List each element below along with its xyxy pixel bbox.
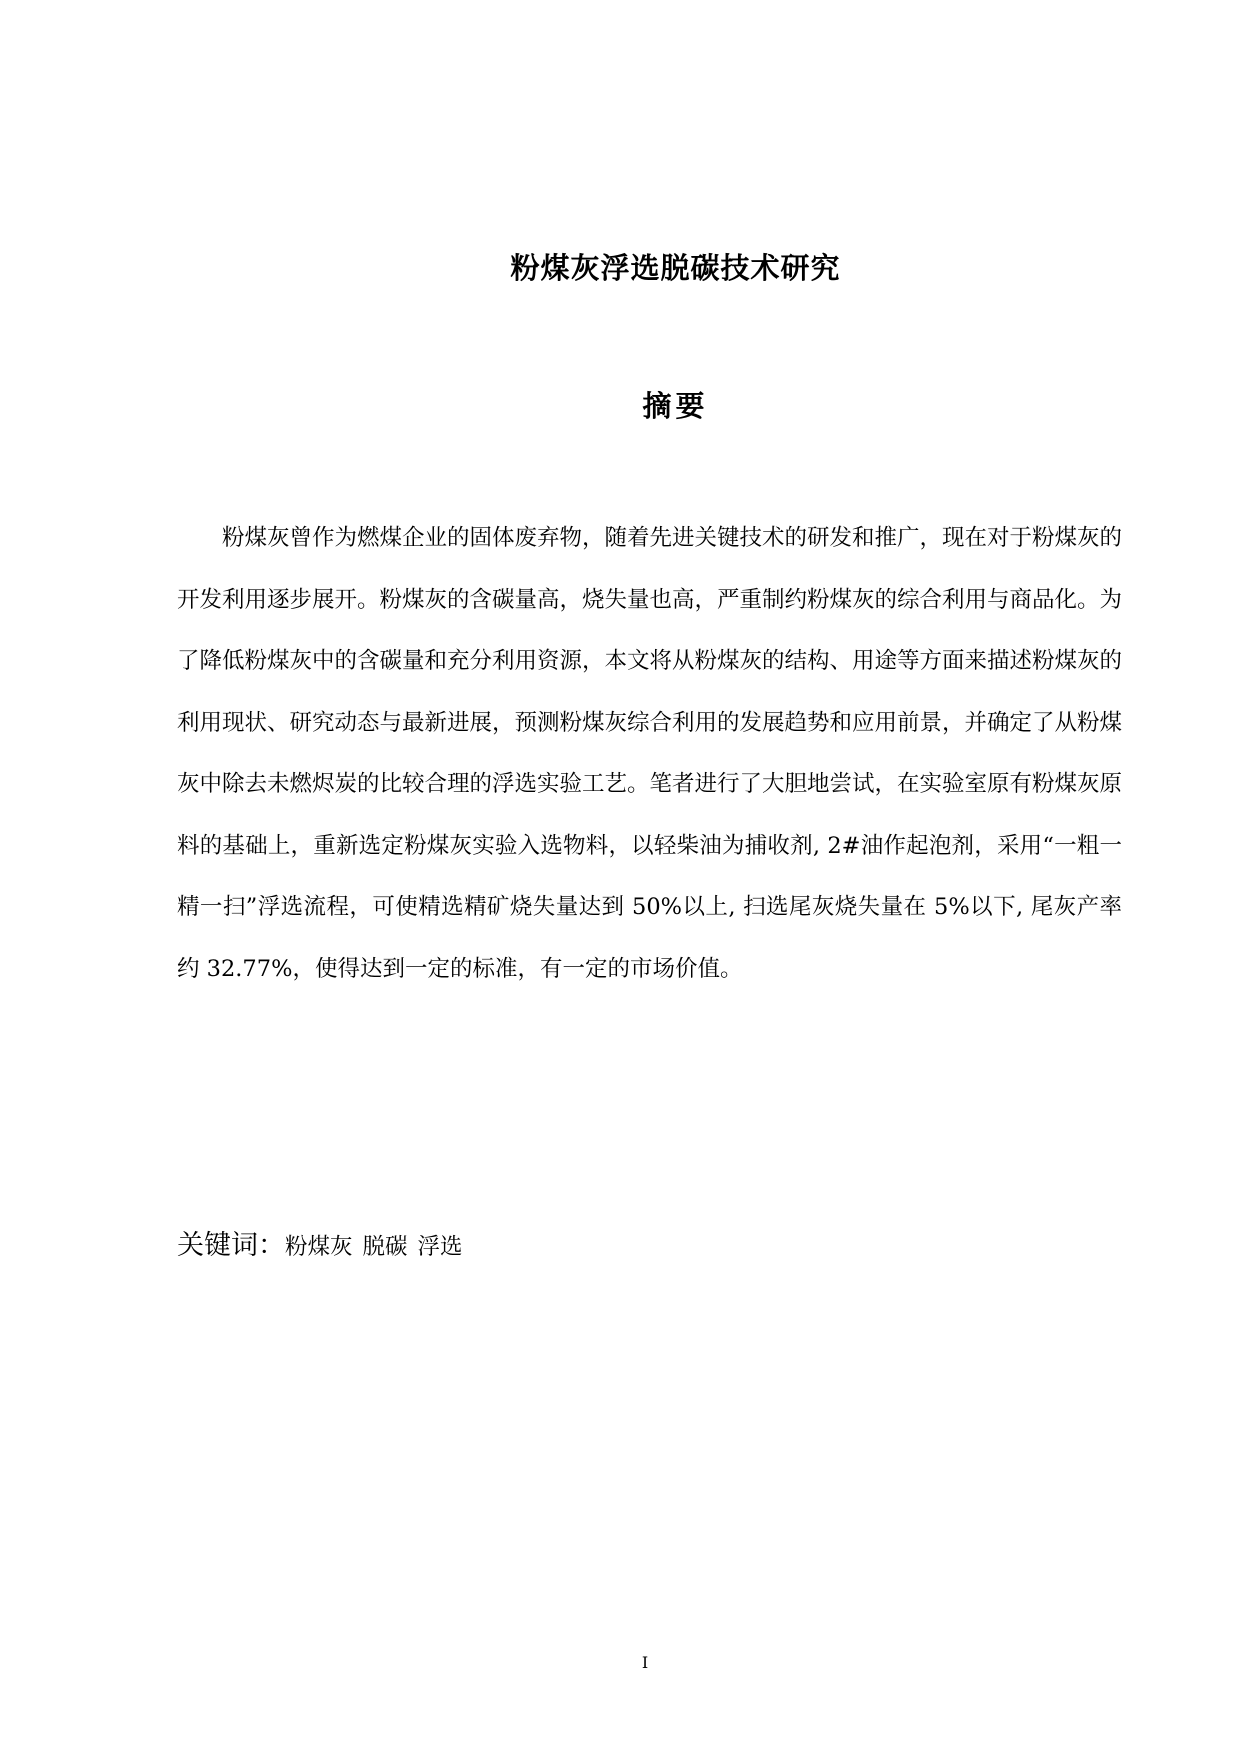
abstract-paragraph: 粉煤灰曾作为燃煤企业的固体废弃物，随着先进关键技术的研发和推广，现在对于粉煤灰的开发利用逐步展开。粉煤灰的含碳量高，烧失量也高，严重制约粉煤灰的综合利用与商品化。为了降低粉煤灰中的含碳量和充分利用资源，本文将从粉煤灰的结构、用途等方面来描述粉煤灰的利用现状、研究动态与最新进展，预测粉煤灰综合利用的发展趋势和应用前景，并确定了从粉煤灰中除去未燃烬炭的比较合理的浮选实验工艺。笔者进行了大胆地尝试，在实验室原有粉煤灰原料的基础上，重新选定粉煤灰实验入选物料，以轻柴油为捕收剂, 2#油作起泡剂，采用“一粗一精一扫”浮选流程，可使精选精矿烧失量达到 50%以上, 扫选尾灰烧失量在 5%以下, 尾灰产率约 32.77%，使得达到一定的标准，有一定的市场价值。 [177,525,1123,982]
keyword-item: 粉煤灰 [285,1234,353,1260]
keywords-line [177,1226,473,1269]
abstract-heading: 摘要 [642,389,709,423]
keywords-label: 关键词： [177,1230,285,1261]
keyword-item: 浮选 [417,1234,463,1260]
page-number: I [641,1653,649,1672]
keyword-item: 脱碳 [362,1234,408,1260]
page-title: 粉煤灰浮选脱碳技术研究 [510,251,841,285]
